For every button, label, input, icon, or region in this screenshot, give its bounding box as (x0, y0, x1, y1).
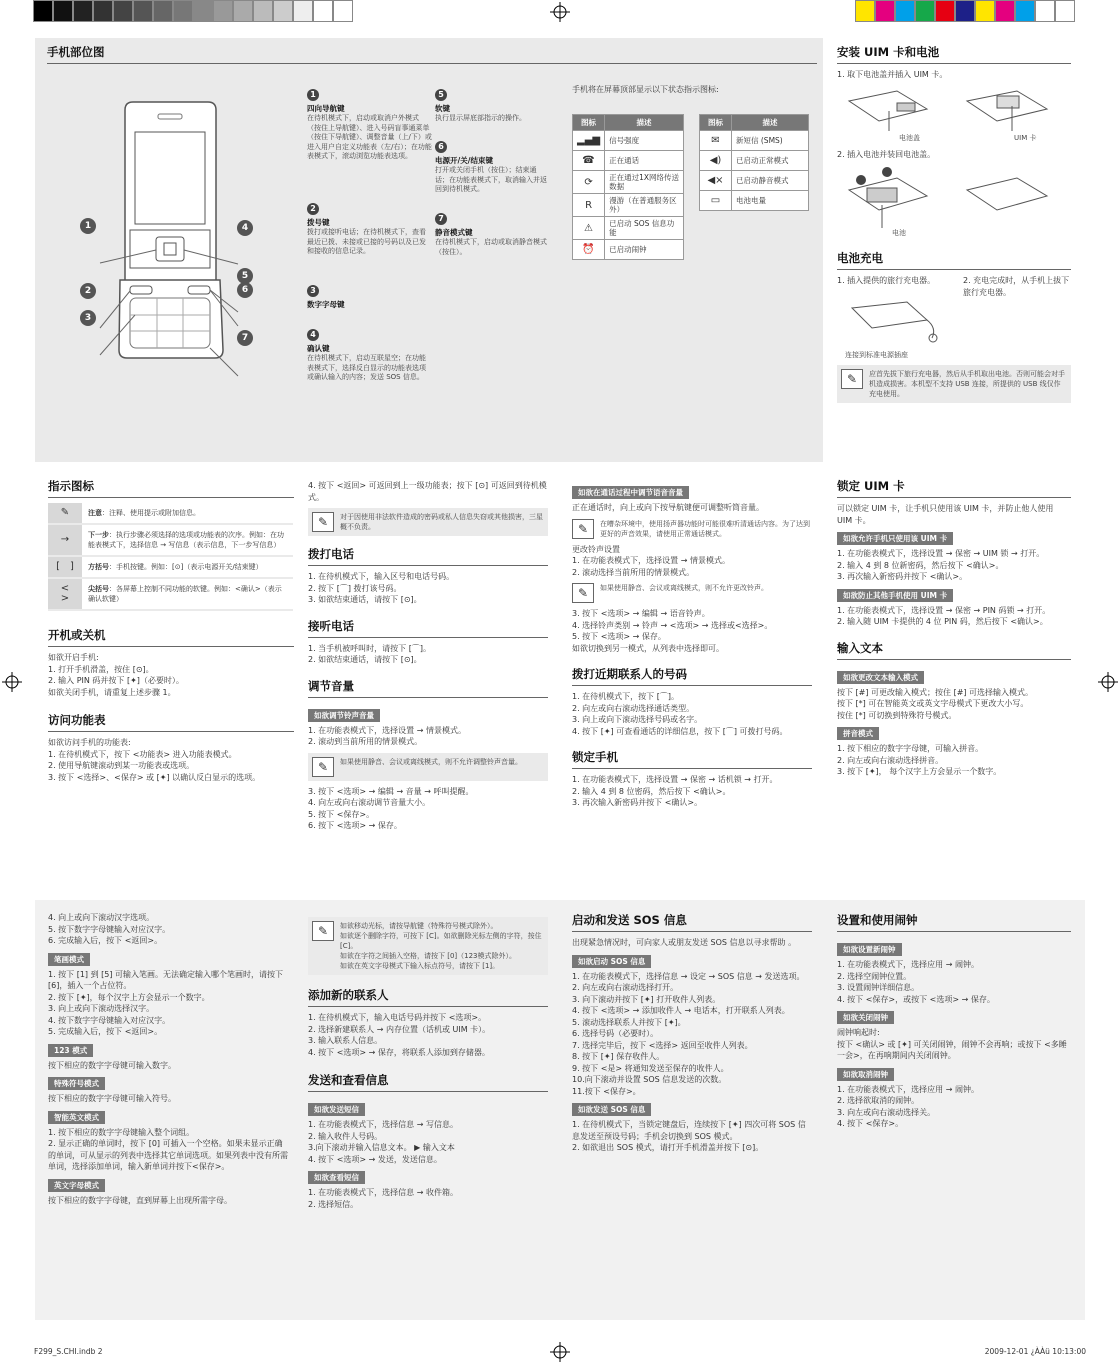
phone-parts-panel (35, 38, 823, 462)
status-table-right: 图标 描述 ✉ 新短信 (SMS) ◀) 已启动正常模式 ◀× 已启动静音模式 ▭ 电池电量 (699, 114, 809, 211)
callout-4: 4 (237, 220, 253, 236)
charge-note: ✎ 应首先拔下旅行充电器，然后从手机取出电池。否则可能会对手机造成损害。本机型不支持 USB 连接，所提供的 USB 线仅作充电使用。 (837, 365, 1071, 403)
callout-1: 1 (80, 218, 96, 234)
call-icon: ☎ (573, 151, 605, 171)
callout-5: 5 (237, 268, 253, 284)
registration-mark-icon (2, 672, 22, 692)
input-modes-section: 4. 向上或向下滚动汉字选项。 5. 按下数字字母键输入对应汉字。 6. 完成输入后，按下 <返回>。 笔画模式 1. 按下 [1] 到 [5] 可输入笔画。无法确定输入哪个笔画时，请按下 [6]，插入一个占位符。 2. 按下 [✦]，每个汉字上方会显示一个数字。 3. 向上或向下滚动选择汉字。 4. 按下数字字母键输入对应汉字。 5. 完成输入后，按下 <返回>。 123 模式 按下相应的数字字母键可输入数字。 特殊符号模式 按下相应的数字字母键可输入符号。 智能英文模式 1. 按下相应的数字字母键输入整个词组。 2. 显示正确的单词时，按下 [0] 可插入一个空格。如果未显示正确的单词，可从显示的列表中选择其它单词选项。如果列表中没有所需单词，选择添加单词，输入新单词并按下<保存>。 英文字母模式 按下相应的数字字母键，直到屏幕上出现所需字母。 (48, 913, 288, 1205)
feature-7: 7 静音模式键 在待机模式下，启动或取消静音模式（按住）。 (435, 214, 547, 256)
battery-insert-illustration (837, 160, 1071, 236)
feature-3: 3 数字字母键 (307, 286, 345, 309)
silent-mode-icon: ◀× (700, 171, 732, 191)
color-bar (855, 0, 1075, 22)
feature-5: 5 软键 执行显示屏底部指示的操作。 (435, 90, 526, 122)
uim-insert-illustration (837, 81, 1071, 141)
note-icon: ✎ (312, 921, 334, 941)
callout-7: 7 (237, 330, 253, 346)
normal-mode-icon: ◀) (700, 151, 732, 171)
call-section: 4. 按下 <返回> 可返回到上一级功能表；按下 [⊙] 可返回到待机模式。 ✎ 对于因使用非法软件造成的密码或私人信息失窃或其他损害，三星概不负责。 拨打电话 1. 在待机模式下，输入区号和电话号码。 2. 按下 [⌒] 拨打该号码。 3. 如欲结束通话，请按下 [⊙]。 接听电话 1. 当手机被呼叫时，请按下 [⌒]。 2. 如欲结束通话，请按下 [⊙]。 调节音量 如欲调节铃声音量 1. 在功能表模式下，选择设置 → 情景模式。 2. 滚动到当前所用的情景模式。 ✎ 如果使用静音、会议或离线模式，则不允许调整铃声音量。 3. 按下 <选项> → 编辑 → 音量 → 呼叫提醒。 4. 向左或向右滚动调节音量大小。 5. 按下 <保存>。 6. 按下 <选项> → 保存。 (308, 481, 547, 830)
ringtone-section: 如欲在通话过程中调节语音音量 正在通话时，向上或向下按导航键便可调整听筒音量。 ✎ 在嘈杂环境中，使用扬声器功能时可能很难听清通话内容。为了达到更好的声音效果，请使用正常通话模式。 更改铃声设置 1. 在功能表模式下，选择设置 → 情景模式。 2. 滚动选择当前所用的情景模式。 ✎ 如果使用静音、会议或离线模式，则不允许更改铃声。 3. 按下 <选项> → 编辑 → 语音铃声。 4. 选择铃声类别 → 铃声 → <选项> → 选择或<选择>。 5. 按下 <选项> → 保存。 如欲切换到另一模式，从列表中选择即可。 拨打近期联系人的号码 1. 在待机模式下，按下 [⌒]。 2. 向左或向右滚动选择通话类型。 3. 向上或向下滚动选择号码或名字。 4. 按下 [✦] 可查看通话的详细信息，按下 [⌒] 可拨打号码。 锁定手机 1. 在功能表模式下，选择设置 → 保密 → 话机锁 → 打开。 2. 输入 4 到 8 位密码，然后按下 <确认>。 3. 再次输入新密码并按下 <确认>。 (572, 488, 810, 807)
status-table-left: 图标 描述 ▂▄▆ 信号强度 ☎ 正在通话 ⟳ 正在通过1X网络传送数据 R 漫游（在普通服务区外） ⚠ 已启动 SOS 信息功能 ⏰ 已启动闹钟 (572, 114, 684, 260)
angle-bracket-icon: < > (48, 578, 82, 610)
section-title: 手机部位图 (47, 44, 817, 64)
registration-mark-icon (550, 1342, 570, 1362)
sms-icon: ✉ (700, 131, 732, 151)
feature-1: 1 四向导航键 在待机模式下，启动或取消户外模式（按住上导航键）、进入号码盲事通菜单（按住下导航键）、调整音量（上/下）或进入用户自定义功能表（左/右）；在功能表模式下，滚动浏览功能表选项。 (307, 90, 432, 160)
contact-message-section: ✎ 如欲移动光标，请按导航键（特殊符号模式除外）。 如欲逐个删除字符，可按下 [C]。如欲删除光标左侧的字符，按住 [C]。 如欲在字符之间插入空格，请按下 [0]（123模式除外）。 如欲在英文字母模式下输入标点符号，请按下 [1]。 添加新的联系人 1. 在待机模式下，输入电话号码并按下 <选项>。 2. 选择新建联系人 → 内存位置（话机或 UIM 卡）。 3. 输入联系人信息。 4. 按下 <选项> → 保存，将联系人添加到存储器。 发送和查看信息 如欲发送短信 1. 在功能表模式下，选择信息 → 写信息。 2. 输入收件人号码。 3.向下滚动并输入信息文本。 ▶ 输入文本 4. 按下 <选项> → 发送，发送信息。 如欲查看短信 1. 在功能表模式下，选择信息 → 收件箱。 2. 选择短信。 (308, 912, 548, 1210)
data-icon: ⟳ (573, 171, 605, 194)
note-icon: ✎ (312, 512, 334, 532)
note-icon: ✎ (572, 583, 594, 603)
bracket-icon: [ ] (48, 556, 82, 578)
uim-lock-section: 锁定 UIM 卡 可以锁定 UIM 卡，让手机只使用该 UIM 卡，并防止他人使用 UIM 卡。 如欲允许手机只使用该 UIM 卡 1. 在功能表模式下，选择设置 → 保密 → UIM 锁 → 打开。 2. 输入 4 到 8 位新密码，然后按下 <确认>。 3. 再次输入新密码并按下 <确认>。 如欲防止其他手机使用 UIM 卡 1. 在功能表模式下，选择设置 → 保密 → PIN 码锁 → 打开。 2. 输入随 UIM 卡提供的 4 位 PIN 码，然后按下 <确认>。 输入文本 如欲更改文本输入模式 按下 [#] 可更改输入模式；按住 [#] 可选择输入模式。 按下 [*] 可在智能英文或英文字母模式下更改大小写。 按住 [*] 可切换到特殊符号模式。 拼音模式 1. 按下相应的数字字母键，可输入拼音。 2. 向左或向右滚动选择拼音。 3. 按下 [✦]， 每个汉字上方会显示一个数字。 (837, 478, 1071, 778)
indicator-table: ✎ 注意：注释、使用提示或附加信息。 → 下一步：执行步骤必须选择的选项或功能表的次序。例如：在功能表模式下，选择信息 → 写信息（表示信息，下一步写信息） [ ] 方括号：手机按键。例如：[⊙]（表示电源开关/结束键） < > 尖括号：各屏幕上控制不同功能的软键。例如：<确认>（表示确认软键） (48, 503, 293, 611)
sos-section: 启动和发送 SOS 信息 出现紧急情况时，可向家人或朋友发送 SOS 信息以寻求帮助 。 如欲启动 SOS 信息 1. 在功能表模式下，选择信息 → 设定 → SOS 信息 → 发送选项。 2. 向左或向右滚动选择打开。 3. 向下滚动并按下 [✦] 打开收件人列表。 4. 按下 <选项> → 添加收件人 → 电话本，打开联系人列表。 5. 滚动选择联系人并按下 [✦]。 6. 选择号码（必要时）。 7. 选择完毕后，按下 <选择> 返回至收件人列表。 8. 按下 [✦] 保存收件人。 9. 按下 <是> 将通知发送至保存的收件人。 10.向下滚动并设置 SOS 信息发送的次数。 11.按下 <保存>。 如欲发送 SOS 信息 1. 在待机模式下，当锁定键盘后，连续按下 [✦] 四次可将 SOS 信息发送至预设号码；手机会切换到 SOS 模式。 2. 如欲退出 SOS 模式，请打开手机滑盖并按下 [⊙]。 (572, 912, 812, 1154)
sos-icon: ⚠ (573, 217, 605, 240)
install-section: 安装 UIM 卡和电池 1. 取下电池盖并插入 UIM 卡。 电池盖 UIM 卡 2. 插入电池并装回电池盖。 电池 电池充电 1. 插入提供的旅行充电器。 2. 充电完成时，从手机上拔下旅行充电器。 连接到标准电源插座 ✎ 应首先拔下旅行充电器，然后从手机取出电池。否则可能会对手机造成损害。本机型不支持 USB 连接，所提供的 USB 线仅作充电使用。 (837, 44, 1071, 408)
roaming-icon: R (573, 194, 605, 217)
phone-illustration (90, 100, 310, 400)
footer-left: F299_S.CHI.indb 2 (34, 1347, 103, 1356)
charger-illustration (837, 298, 1071, 346)
arrow-icon: → (48, 524, 82, 556)
callout-3: 3 (80, 310, 96, 326)
note-icon: ✎ (312, 757, 334, 777)
battery-icon: ▭ (700, 191, 732, 211)
callout-6: 6 (237, 282, 253, 298)
registration-mark-icon (1098, 672, 1118, 692)
indicators-section: 指示图标 ✎ 注意：注释、使用提示或附加信息。 → 下一步：执行步骤必须选择的选项或功能表的次序。例如：在功能表模式下，选择信息 → 写信息（表示信息，下一步写信息） [ ] 方括号：手机按键。例如：[⊙]（表示电源开关/结束键） < > 尖括号：各屏幕上控制不同功能的软键。例如：<确认>（表示确认软键） 开机或关机 如欲开启手机: 1. 打开手机滑盖，按住 [⊙]。 2. 输入 PIN 码并按下 [✦]（必要时）。 如欲关闭手机，请重复上述步骤 1。 访问功能表 如欲访问手机的功能表: 1. 在待机模式下，按下 <功能表> 进入功能表模式。 2. 使用导航键滚动到某一功能表或选项。 3. 按下 <选择>、<保存> 或 [✦] 以确认反白显示的选项。 (48, 478, 294, 783)
registration-mark-icon (550, 2, 570, 22)
alarm-icon: ⏰ (573, 240, 605, 260)
feature-4: 4 确认键 在待机模式下，启动互联星空；在功能表模式下，选择反白显示的功能表选项或确认输入的内容；发送 SOS 信息。 (307, 330, 426, 381)
signal-icon: ▂▄▆ (573, 131, 605, 151)
alarm-section: 设置和使用闹钟 如欲设置新闹钟 1. 在功能表模式下，选择应用 → 闹钟。 2. 选择空闹钟位置。 3. 设置闹钟详细信息。 4. 按下 <保存>，或按下 <选项> → 保存。 如欲关闭闹钟 闹钟响起时: 按下 <确认> 或 [✦] 可关闭闹钟，闹钟不会再响；或按下 <多睡一会>，在再响期间内关闭闹钟。 如欲取消闹钟 1. 在功能表模式下，选择应用 → 闹钟。 2. 选择欲取消的闹钟。 3. 向左或向右滚动选择关。 4. 按下 <保存>。 (837, 912, 1071, 1130)
callout-2: 2 (80, 283, 96, 299)
note-icon: ✎ (572, 519, 594, 539)
feature-6: 6 电源开/关/结束键 打开或关闭手机（按住）；结束通话；在功能表模式下，取消输入并返回到待机模式。 (435, 142, 547, 193)
status-intro: 手机将在屏幕顶部显示以下状态指示图标: (572, 85, 719, 94)
note-icon: ✎ (841, 369, 863, 389)
feature-2: 2 拨号键 拨打或接听电话；在待机模式下，查看最近已拨、未接或已接的号码以及已发和接收的信息记录。 (307, 204, 426, 255)
footer-right: 2009-12-01 ¿ÀÀü 10:13:00 (984, 1347, 1086, 1356)
grayscale-bar (33, 0, 353, 22)
note-icon: ✎ (48, 503, 82, 524)
